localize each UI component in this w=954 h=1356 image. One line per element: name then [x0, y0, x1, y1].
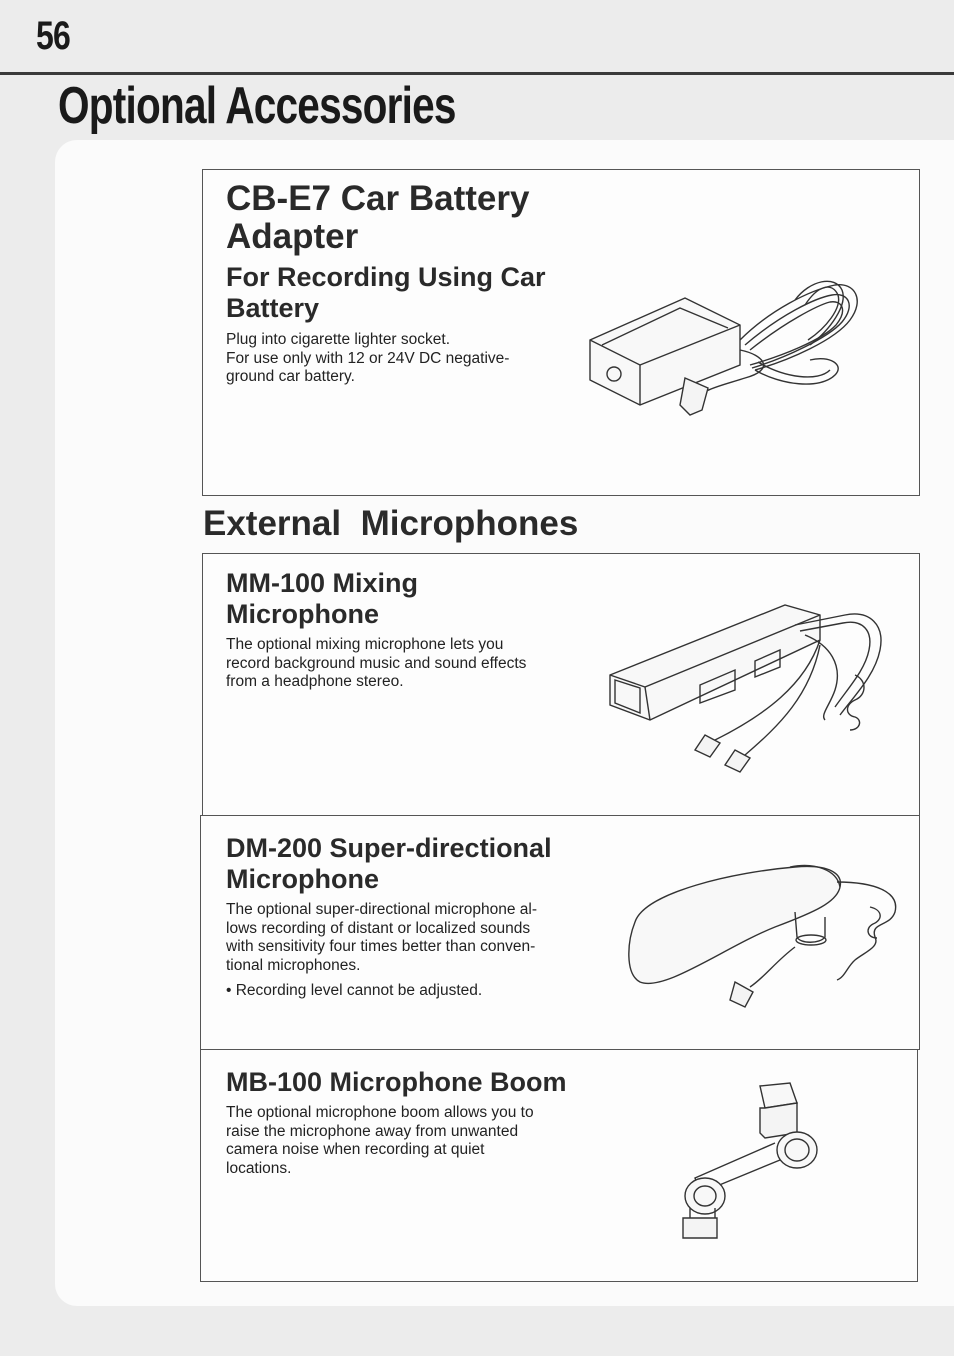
mb100-line: The optional microphone boom allows you to — [226, 1104, 534, 1121]
car-adapter-description — [226, 331, 509, 387]
mm100-title — [226, 568, 418, 630]
car-adapter-line: Plug into cigarette lighter socket. — [226, 331, 451, 348]
dm200-line: The optional super-directional microphone al- — [226, 901, 538, 918]
dm200-title-line2: Microphone — [226, 864, 379, 894]
dm200-line: tional microphones. — [226, 956, 361, 974]
car-adapter-line: For use only with 12 or 24V DC negative- — [226, 349, 510, 367]
car-adapter-subtitle — [226, 262, 546, 324]
car-adapter-title-line2: Adapter — [226, 217, 359, 256]
dm200-illustration — [615, 852, 905, 1012]
car-adapter-title-line1: CB-E7 Car Battery — [226, 179, 530, 218]
header-rule — [0, 72, 954, 75]
page-number: 56 — [36, 14, 70, 58]
dm200-note: • Recording level cannot be adjusted. — [226, 982, 483, 999]
dm200-line: with sensitivity four times better than conven- — [226, 938, 536, 955]
car-adapter-subtitle-line2: Battery — [226, 293, 320, 323]
mm100-line: record background music and sound effects — [226, 654, 527, 672]
mb100-line: camera noise when recording at quiet — [226, 1141, 485, 1158]
mm100-line: from a headphone stereo. — [226, 673, 404, 690]
mm100-illustration — [605, 595, 895, 775]
car-adapter-subtitle-line1: For Recording Using Car — [226, 262, 546, 292]
dm200-description — [226, 901, 537, 975]
microphones-section-title: External Microphones — [203, 504, 579, 543]
dm200-title — [226, 833, 552, 895]
mb100-line: raise the microphone away from unwanted — [226, 1122, 519, 1140]
mm100-title-line2: Microphone — [226, 599, 379, 629]
mb100-line: locations. — [226, 1159, 292, 1177]
mm100-description — [226, 636, 526, 692]
page-title: Optional Accessories — [58, 77, 456, 135]
mm100-line: The optional mixing microphone lets you — [226, 636, 504, 653]
car-adapter-title — [226, 180, 529, 256]
dm200-title-line1: DM-200 Super-directional — [226, 833, 552, 863]
car-adapter-illustration — [580, 270, 870, 425]
mb100-illustration — [665, 1078, 835, 1253]
mm100-title-line1: MM-100 Mixing — [226, 568, 419, 598]
mb100-title: MB-100 Microphone Boom — [226, 1067, 567, 1097]
dm200-line: lows recording of distant or localized sounds — [226, 919, 531, 937]
car-adapter-line: ground car battery. — [226, 368, 355, 385]
mb100-description — [226, 1104, 534, 1178]
